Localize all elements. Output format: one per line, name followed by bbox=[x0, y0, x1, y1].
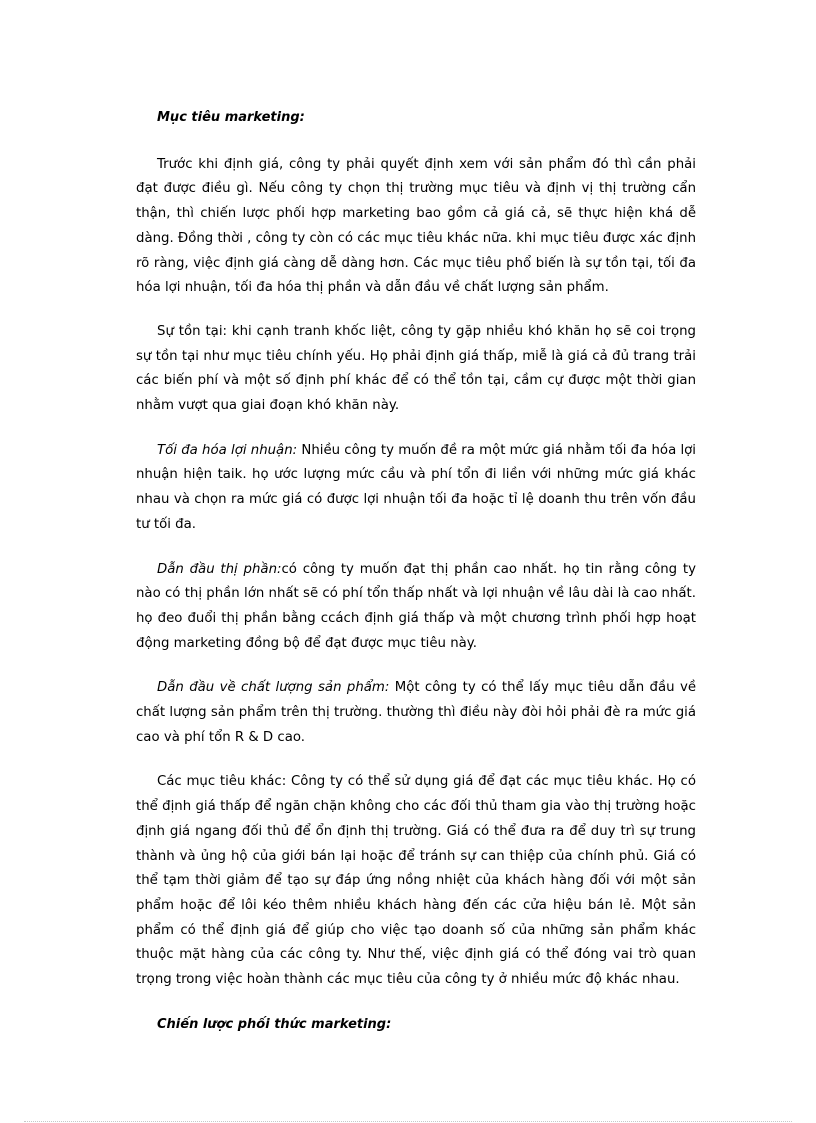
share-body: có công ty muốn đạt thị phần cao nhất. họ tin rằng công ty nào có thị phần lớn nhất sẽ có phí tổn thấp nhất và lợi nhuận về lâu dài là cao nhất. họ đeo đuổi thị phần bằng ccách định giá thấp và một chương trình phối hợp hoạt động marketing đồng bộ để đạt được mục tiêu này. bbox=[136, 561, 696, 651]
paragraph-other-objectives: Các mục tiêu khác: Công ty có thể sử dụng giá để đạt các mục tiêu khác. Họ có thể định giá thấp để ngăn chặn không cho các đối thủ tham gia vào thị trường hoặc định giá ngang đối thủ để ổn định thị trường. Giá có thể đưa ra để duy trì sự trung thành và ủng hộ của giới bán lại hoặc để tránh sự can thiệp của chính phủ. Giá có thể tạm thời giảm để tạo sự đáp ứng nồng nhiệt của khách hàng đối với một sản phẩm hoặc để lôi kéo thêm nhiều khách hàng đến các cửa hiệu bán lẻ. Một sản phẩm có thể định giá để giúp cho việc tạo doanh số của những sản phẩm khác thuộc mặt hàng của các công ty. Như thế, việc định giá có thể đóng vai trò quan trọng trong việc hoàn thành các mục tiêu của công ty ở nhiều mức độ khác nhau. bbox=[136, 774, 696, 988]
profit-lead: Tối đa hóa lợi nhuận: bbox=[157, 442, 298, 458]
share-lead: Dẫn đầu thị phần: bbox=[157, 561, 282, 577]
paragraph-intro: Trước khi định giá, công ty phải quyết định xem với sản phẩm đó thì cần phải đạt được điều gì. Nếu công ty chọn thị trường mục tiêu và định vị thị trường cẩn thận, thì chiến lược phối hợp marketing bao gồm cả giá cả, sẽ thực hiện khá dễ dàng. Đồng thời , công ty còn có các mục tiêu khác nữa. khi mục tiêu được xác định rõ ràng, việc định giá càng dễ dàng hơn. Các mục tiêu phổ biến là sự tồn tại, tối đa hóa lợi nhuận, tối đa hóa thị phần và dẫn đầu về chất lượng sản phẩm. bbox=[136, 156, 696, 296]
paragraph-profit-maximization bbox=[136, 439, 696, 538]
paragraph-survival: Sự tồn tại: khi cạnh tranh khốc liệt, công ty gặp nhiều khó khăn họ sẽ coi trọng sự tồn tại như mục tiêu chính yếu. Họ phải định giá thấp, miễ là giá cả đủ trang trải các biến phí và một số định phí khác để có thể tồn tại, cầm cự được một thời gian nhằm vượt qua giai đoạn khó khăn này. bbox=[136, 323, 696, 414]
profit-body: Nhiều công ty muốn đề ra một mức giá nhằm tối đa hóa lợi nhuận hiện taik. họ ước lượng mức cầu và phí tổn đi liền với những mức giá khác nhau và chọn ra mức giá có được lợi nhuận tối đa hoặc tỉ lệ doanh thu trên vốn đầu tư tối đa. bbox=[136, 442, 696, 532]
quality-body: Một công ty có thể lấy mục tiêu dẫn đầu về chất lượng sản phẩm trên thị trường. thường thì điều này đòi hỏi phải đè ra mức giá cao và phí tổn R & D cao. bbox=[136, 680, 697, 745]
document-body bbox=[136, 106, 696, 1038]
paragraph-quality-leadership bbox=[136, 676, 696, 750]
heading-marketing-objectives: Mục tiêu marketing: bbox=[157, 110, 305, 125]
paragraph-market-share bbox=[136, 558, 696, 657]
quality-lead: Dẫn đầu về chất lượng sản phẩm: bbox=[157, 680, 390, 696]
page-bottom-border bbox=[24, 1121, 792, 1122]
heading-marketing-mix-strategy: Chiến lược phối thức marketing: bbox=[157, 1016, 392, 1032]
